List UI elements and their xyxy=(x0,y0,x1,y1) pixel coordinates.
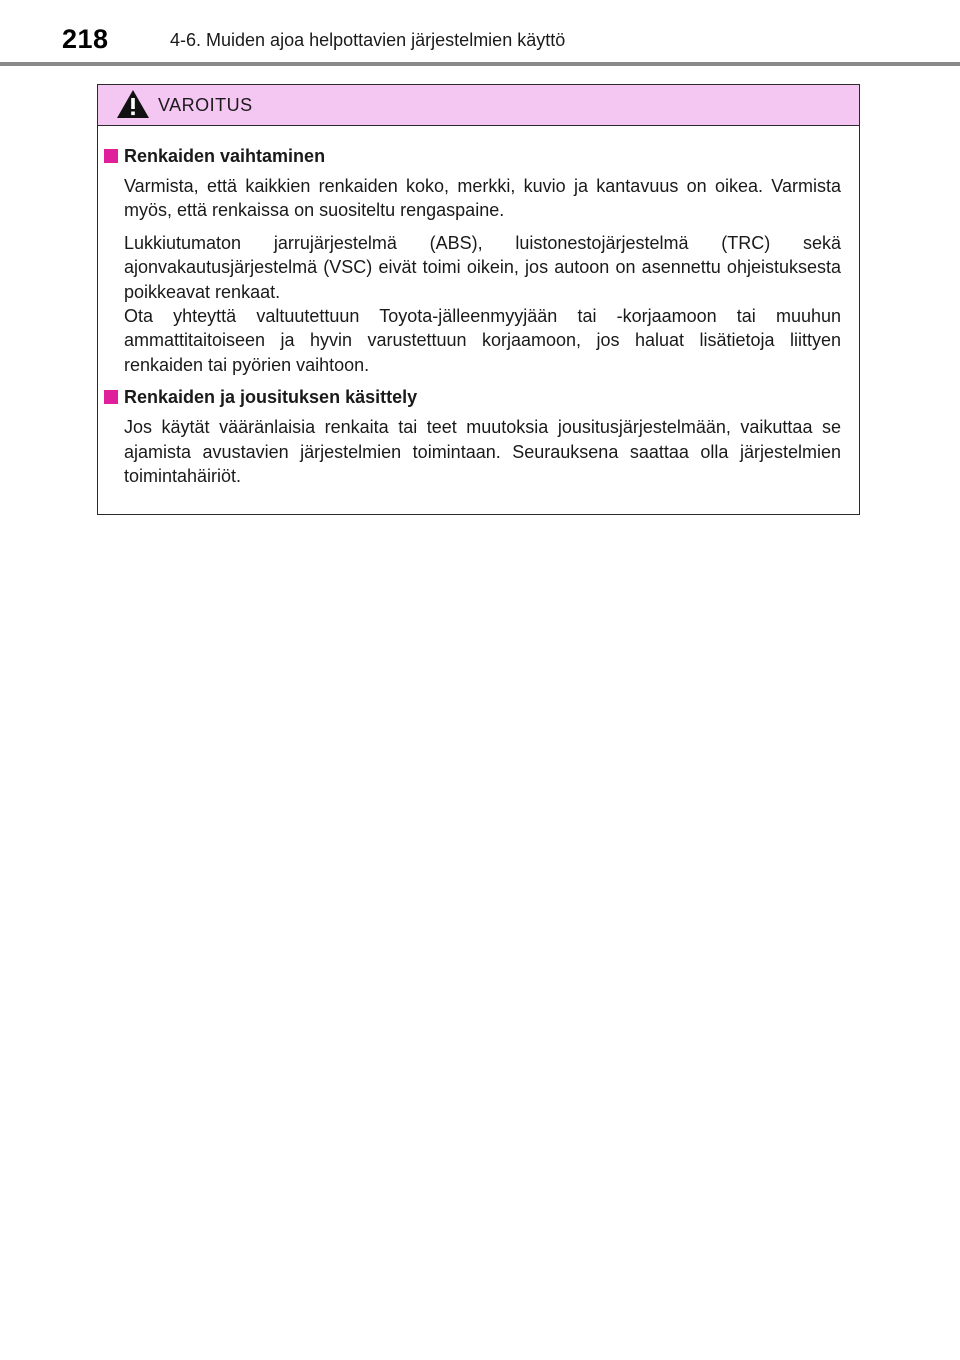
warning-body xyxy=(98,126,859,488)
section-heading-text: Renkaiden ja jousituksen käsittely xyxy=(124,387,418,408)
page-number: 218 xyxy=(62,24,109,54)
warning-header xyxy=(98,85,859,126)
header-divider xyxy=(0,62,960,66)
paragraph: Ota yhteyttä valtuutettuun Toyota-jälleenmyyjään tai -korjaamoon tai muuhun ammattitaitoiseen ja hyvin varustettuun korjaamoon, jos haluat lisätietoja liittyen renkaiden tai pyörien vaihtoon. xyxy=(124,306,841,375)
bullet-square-icon xyxy=(104,390,118,404)
page-header xyxy=(0,0,960,68)
section-heading-text: Renkaiden vaihtaminen xyxy=(124,146,326,166)
paragraph: Lukkiutumaton jarrujärjestelmä (ABS), luistonestojärjestelmä (TRC) sekä ajonvakautusjärjestelmä (VSC) eivät toimi oikein, jos autoon on asennettu ohjeistuksesta poikkeavat renkaat. xyxy=(124,232,841,302)
section-heading xyxy=(98,144,841,168)
section-tire-replacement xyxy=(98,144,841,377)
bullet-square-icon xyxy=(104,149,118,163)
warning-label: VAROITUS xyxy=(158,95,253,115)
warning-box xyxy=(97,84,860,515)
section-heading xyxy=(98,385,841,409)
warning-triangle-icon xyxy=(116,89,150,119)
paragraph: Jos käytät vääränlaisia renkaita tai teet muutoksia jousitusjärjestelmään, vaikuttaa se ajamista avustavien järjestelmien toimintaan. Seurauksena saattaa olla järjestelmien toimintahäiriöt. xyxy=(124,417,841,487)
section-title: 4-6. Muiden ajoa helpottavien järjestelmien käyttö xyxy=(170,30,566,50)
section-tire-suspension-handling xyxy=(98,385,841,488)
paragraph: Varmista, että kaikkien renkaiden koko, merkki, kuvio ja kantavuus on oikea. Varmista myös, että renkaissa on suositeltu rengaspaine. xyxy=(124,176,841,221)
